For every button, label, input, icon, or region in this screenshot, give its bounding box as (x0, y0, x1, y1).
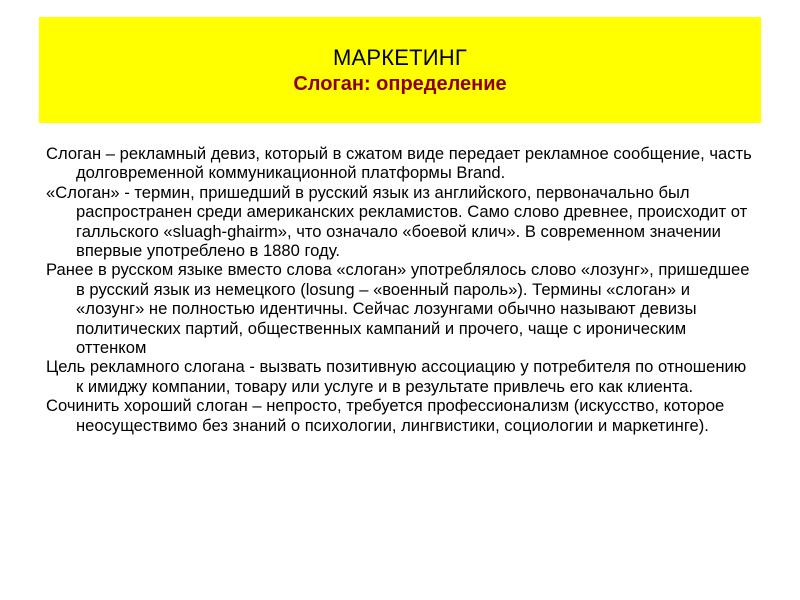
paragraph-goal: Цель рекламного слогана - вызвать позитивную ассоциацию у потребителя по отношению к имиджу компании, товару или услуге и в результате привлечь его как клиента. (46, 357, 747, 396)
title-banner (39, 17, 761, 123)
slide-subtitle: Слоган: определение (293, 72, 507, 95)
paragraph-history: Ранее в русском языке вместо слова «слоган» употреблялось слово «лозунг», пришедшее в русский язык из немецкого (losung – «военный пароль»). Термины «слоган» и «лозунг» не полностью идентичны. Сейчас лозунгами обычно называют девизы политических партий, общественных кампаний и прочего, чаще с ироническим оттенком (46, 260, 750, 358)
paragraph-etymology: «Слоган» - термин, пришедший в русский язык из английского, первоначально был распространен среди американских рекламистов. Само слово древнее, происходит от галльского «sluagh-ghairm», что означало «боевой клич». В современном значении впервые употреблено в 1880 году. (46, 182, 748, 261)
slide-title: МАРКЕТИНГ (332, 44, 467, 70)
paragraph-definition: Слоган – рекламный девиз, который в сжатом виде передает рекламное сообщение, часть долговременной коммуникационной платформы Brand. (46, 144, 752, 183)
paragraph-craft: Сочинить хороший слоган – непросто, требуется профессионализм (искусство, которое неосуществимо без знаний о психологии, лингвистики, социологии и маркетинге). (46, 396, 725, 435)
slide-body (46, 144, 758, 435)
